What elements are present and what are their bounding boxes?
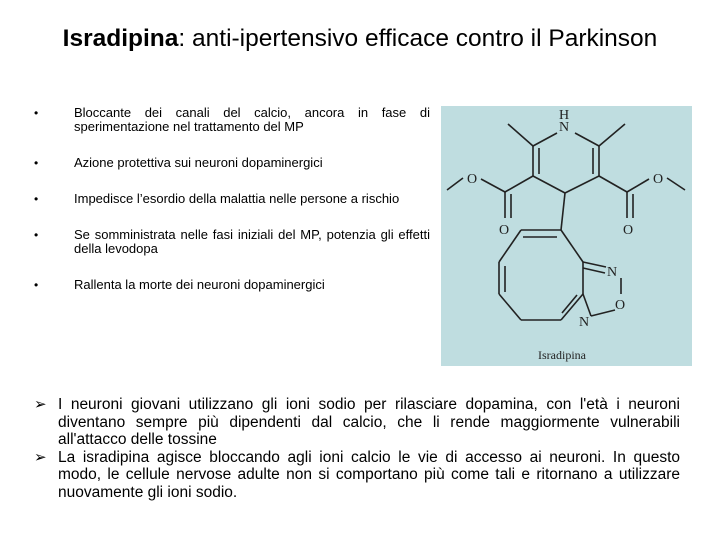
chemical-structure-diagram	[441, 106, 692, 366]
atom-o-label: O	[615, 298, 626, 313]
bullet-item: • Rallenta la morte dei neuroni dopaminergici	[34, 278, 430, 292]
bullet-item: • Se somministrata nelle fasi iniziali del MP, potenzia gli effetti della levodopa	[34, 228, 430, 256]
figure-caption: Isradipina	[538, 348, 586, 362]
atom-n-label: N	[607, 265, 618, 280]
note-text: I neuroni giovani utilizzano gli ioni sodio per rilasciare dopamina, con l'età i neuroni diventano sempre più dipendenti dal calcio, che li rende maggiormente vulnerabili all'attacco delle tossine	[58, 396, 680, 448]
bullet-item: • Impedisce l’esordio della malattia nelle persone a rischio	[34, 192, 430, 206]
arrow-bullet-icon: ➢	[34, 396, 47, 413]
atom-n-label: N	[579, 315, 590, 330]
title-drug-name: Isradipina	[62, 25, 179, 52]
note-item	[34, 396, 680, 449]
title-subtitle: : anti-ipertensivo efficace contro il Parkinson	[178, 25, 658, 52]
notes-list	[34, 396, 680, 501]
bullet-item: • Bloccante dei canali del calcio, ancora in fase di sperimentazione nel trattamento del MP	[34, 106, 430, 134]
isradipine-structure-figure	[441, 106, 692, 366]
atom-o-label: O	[499, 223, 510, 238]
atom-o-label: O	[623, 223, 634, 238]
page-title	[60, 22, 660, 55]
atom-h-label: H	[559, 108, 570, 123]
bullet-item: • Azione protettiva sui neuroni dopaminergici	[34, 156, 430, 170]
atom-o-label: O	[653, 172, 664, 187]
arrow-bullet-icon: ➢	[34, 448, 47, 466]
bullet-list	[34, 106, 430, 314]
atom-o-label: O	[467, 172, 478, 187]
note-text: La isradipina agisce bloccando agli ioni calcio le vie di accesso ai neuroni. In questo modo, le cellule nervose adulte non si comportano più come tali e ritornano a utilizzare nuovamente gli ioni sodio.	[58, 448, 680, 501]
note-item	[34, 449, 680, 502]
atom-n-label: N	[559, 120, 570, 135]
